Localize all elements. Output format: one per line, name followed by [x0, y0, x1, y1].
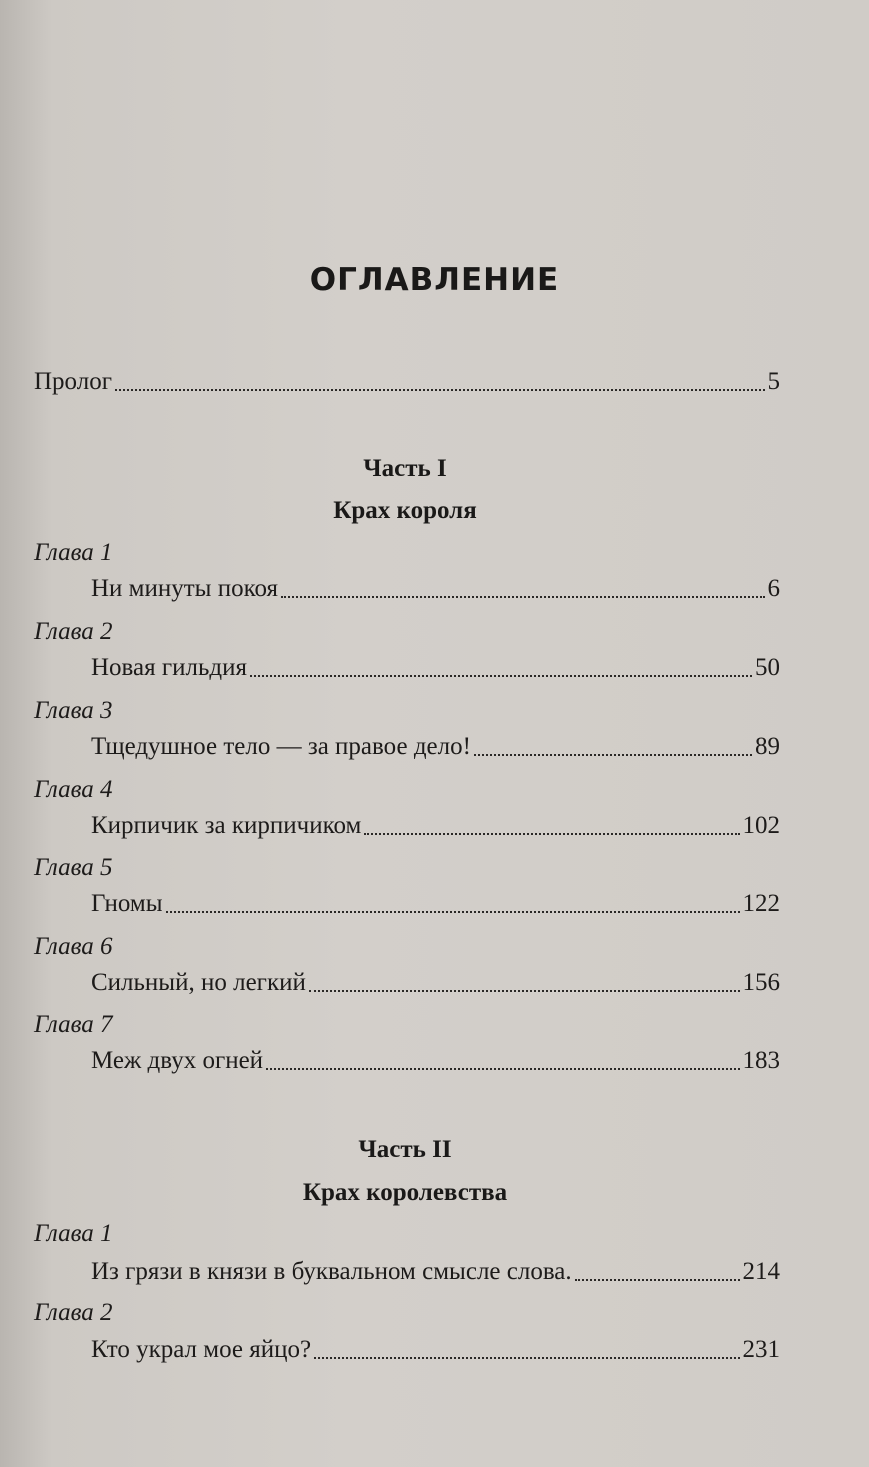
toc-entry: [91, 733, 780, 761]
toc-entry-name: Пролог: [34, 368, 112, 395]
toc-entry-page: 156: [742, 969, 780, 996]
toc-entry-page: 102: [742, 812, 780, 839]
toc-entry-page: 122: [742, 890, 780, 917]
toc-entry-name: Сильный, но легкий: [91, 969, 306, 996]
toc-entry-name: Гномы: [91, 890, 163, 917]
leader-dots: [115, 389, 765, 391]
toc-entry: [91, 1336, 780, 1364]
toc-entry-page: 5: [767, 368, 780, 395]
chapter-label: Глава 3: [34, 697, 113, 724]
chapter-label: Глава 2: [34, 1299, 113, 1326]
chapter-label: Глава 1: [34, 1220, 113, 1247]
leader-dots: [474, 754, 752, 756]
leader-dots: [364, 833, 739, 835]
toc-entry-page: 89: [755, 733, 780, 760]
leader-dots: [309, 990, 740, 992]
leader-dots: [314, 1357, 739, 1359]
toc-entry: [91, 812, 780, 840]
toc-entry-name: Из грязи в князи в буквальном смысле слова.: [91, 1258, 572, 1285]
chapter-label: Глава 2: [34, 618, 113, 645]
leader-dots: [281, 596, 764, 598]
chapter-label: Глава 7: [34, 1011, 113, 1038]
chapter-label: Глава 6: [34, 933, 113, 960]
chapter-label: Глава 4: [34, 776, 113, 803]
part-subtitle: Крах королевства: [302, 1179, 508, 1206]
leader-dots: [575, 1279, 740, 1281]
chapter-label: Глава 1: [34, 539, 113, 566]
toc-entry: [91, 1258, 780, 1286]
toc-entry-name: Ни минуты покоя: [91, 575, 279, 602]
toc-entry-prologue: [34, 368, 780, 396]
toc-entry-name: Новая гильдия: [91, 654, 247, 681]
toc-entry-name: Меж двух огней: [91, 1047, 264, 1074]
toc-entry-page: 50: [755, 654, 780, 681]
chapter-label: Глава 5: [34, 854, 113, 881]
leader-dots: [250, 675, 752, 677]
toc-entry: [91, 969, 780, 997]
toc-entry: [91, 890, 780, 918]
part-title: Часть I: [363, 455, 447, 482]
toc-entry-page: 214: [742, 1258, 780, 1285]
toc-entry: [91, 575, 780, 603]
page-title: ОГЛАВЛЕНИЕ: [309, 262, 560, 298]
toc-entry-page: 231: [742, 1336, 780, 1363]
part-title: Часть II: [358, 1136, 452, 1163]
toc-entry-page: 183: [742, 1047, 780, 1074]
toc-entry-name: Кирпичик за кирпичиком: [91, 812, 362, 839]
leader-dots: [166, 911, 740, 913]
part-subtitle: Крах короля: [333, 497, 477, 524]
toc-entry-name: Кто украл мое яйцо?: [91, 1336, 312, 1363]
toc-entry: [91, 654, 780, 682]
toc-entry-name: Тщедушное тело — за правое дело!: [91, 733, 471, 760]
toc-entry: [91, 1047, 780, 1075]
leader-dots: [266, 1068, 739, 1070]
toc-entry-page: 6: [767, 575, 780, 602]
